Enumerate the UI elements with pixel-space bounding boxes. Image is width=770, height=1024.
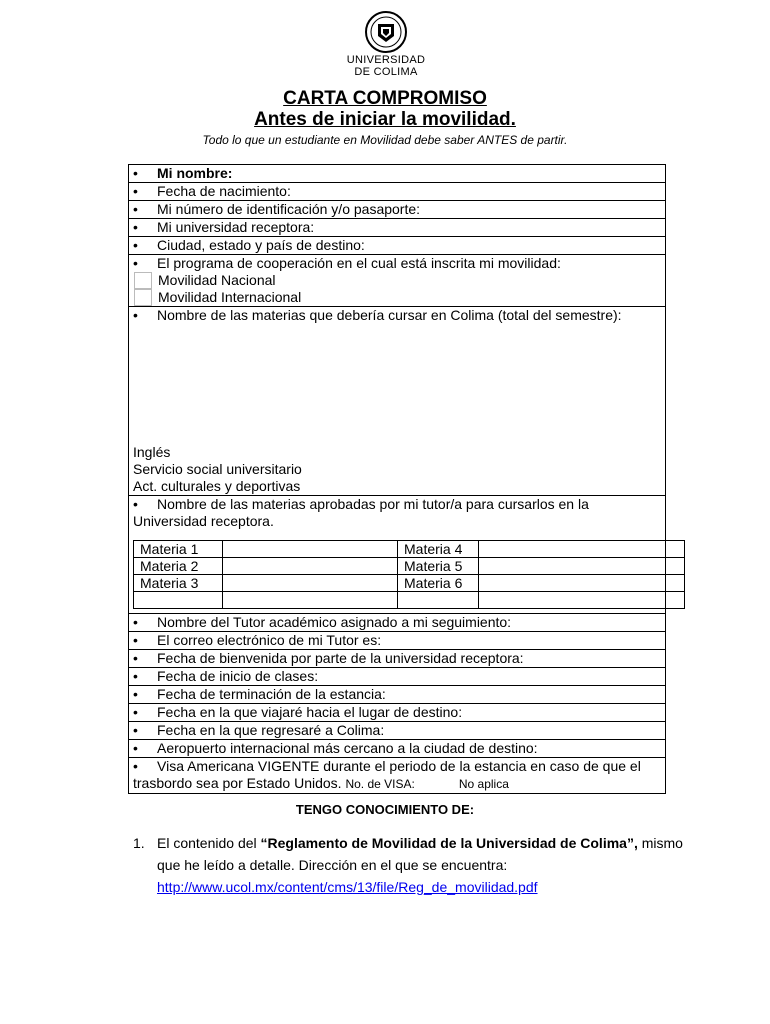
row-fecha-terminacion[interactable] [129,686,665,704]
label-fecha-nacimiento: Fecha de nacimiento: [157,183,291,199]
bullet: • [133,614,138,630]
university-name-line2: DE COLIMA [354,66,418,78]
bullet: • [133,237,138,253]
label-act-culturales: Act. culturales y deportivas [133,478,301,494]
materia-4-field[interactable] [479,541,685,558]
bullet: • [133,496,138,512]
label-fecha-viaje: Fecha en la que viajaré hacia el lugar de destino: [157,704,463,720]
label-ingles: Inglés [133,444,171,460]
label-servicio-social: Servicio social universitario [133,461,302,477]
label-ciudad: Ciudad, estado y país de destino: [157,237,365,253]
bullet: • [133,307,138,323]
materia-3-field[interactable] [223,575,398,592]
university-name-line1: UNIVERSIDAD [346,54,426,66]
materia-2-label: Materia 2 [134,558,223,575]
label-mi-nombre: Mi nombre: [157,165,233,181]
reglamento-link[interactable]: http://www.ucol.mx/content/cms/13/file/Reg_de_movilidad.pdf [157,879,538,895]
item-bold: “Reglamento de Movilidad de la Universidad de Colima”, [260,835,638,851]
row-visa[interactable] [129,758,665,793]
row-correo-tutor[interactable] [129,632,665,650]
row-universidad-receptora[interactable] [129,219,665,237]
label-universidad-receptora: Mi universidad receptora: [157,219,315,235]
bullet: • [133,704,138,720]
materia-extra-field[interactable] [223,592,398,609]
materia-4-label: Materia 4 [398,541,479,558]
materia-6-label: Materia 6 [398,575,479,592]
label-fecha-terminacion: Fecha de terminación de la estancia: [157,686,386,702]
document-tagline: Todo lo que un estudiante en Movilidad debe saber ANTES de partir. [202,133,568,147]
label-identificacion: Mi número de identificación y/o pasaporte: [157,201,421,217]
bullet: • [133,758,138,774]
bullet: • [133,650,138,666]
bullet: • [133,219,138,235]
row-fecha-regreso[interactable] [129,722,665,740]
label-tutor: Nombre del Tutor académico asignado a mi seguimiento: [157,614,512,630]
row-programa [129,255,665,307]
label-visa: Visa Americana VIGENTE durante el periodo de la estancia en caso de que el trasbordo sea por Estado Unidos. [133,758,641,791]
bullet: • [133,201,138,217]
materia-6-field[interactable] [479,575,685,592]
checkbox-movilidad-internacional[interactable] [134,289,152,306]
row-fecha-nacimiento[interactable] [129,183,665,201]
bullet: • [133,686,138,702]
row-tutor[interactable] [129,614,665,632]
item-suffix: mismo que he leído a detalle. Dirección en el que se encuentra: [157,835,683,873]
materia-3-label: Materia 3 [134,575,223,592]
conocimiento-item-1 [133,832,693,898]
label-programa: El programa de cooperación en el cual está inscrita mi movilidad: [157,255,561,271]
row-identificacion[interactable] [129,201,665,219]
row-ciudad[interactable] [129,237,665,255]
row-fecha-viaje[interactable] [129,704,665,722]
item-number: 1. [133,835,145,851]
row-fecha-inicio[interactable] [129,668,665,686]
label-movilidad-internacional: Movilidad Internacional [158,289,302,305]
commitment-form [128,164,666,794]
label-materias-colima: Nombre de las materias que debería cursar en Colima (total del semestre): [157,307,622,323]
row-materias-colima[interactable] [129,307,665,496]
row-aeropuerto[interactable] [129,740,665,758]
materia-extra-label-2[interactable] [398,592,479,609]
bullet: • [133,740,138,756]
row-materias-aprobadas [129,496,665,614]
label-fecha-regreso: Fecha en la que regresaré a Colima: [157,722,385,738]
section-heading: TENGO CONOCIMIENTO DE: [295,802,475,817]
bullet: • [133,255,138,271]
materia-extra-field-2[interactable] [479,592,685,609]
label-correo-tutor: El correo electrónico de mi Tutor es: [157,632,382,648]
row-fecha-bienvenida[interactable] [129,650,665,668]
bullet: • [133,165,138,181]
materia-5-label: Materia 5 [398,558,479,575]
bullet: • [133,183,138,199]
bullet: • [133,632,138,648]
materia-1-field[interactable] [223,541,398,558]
label-movilidad-nacional: Movilidad Nacional [158,272,276,288]
materias-table [133,540,685,609]
row-mi-nombre[interactable] [129,165,665,183]
materia-2-field[interactable] [223,558,398,575]
label-no-visa: No. de VISA: [345,777,415,791]
materia-extra-label[interactable] [134,592,223,609]
checkbox-movilidad-nacional[interactable] [134,272,152,289]
label-aeropuerto: Aeropuerto internacional más cercano a la ciudad de destino: [157,740,538,756]
item-prefix: El contenido del [157,835,261,851]
document-subtitle: Antes de iniciar la movilidad. [254,109,516,130]
materia-5-field[interactable] [479,558,685,575]
materias-colima-space[interactable] [133,324,661,444]
university-logo [336,10,436,78]
bullet: • [133,722,138,738]
document-title: CARTA COMPROMISO [283,88,487,109]
university-seal-icon [364,10,408,54]
materia-1-label: Materia 1 [134,541,223,558]
label-fecha-inicio: Fecha de inicio de clases: [157,668,319,684]
label-fecha-bienvenida: Fecha de bienvenida por parte de la universidad receptora: [157,650,524,666]
bullet: • [133,668,138,684]
label-no-aplica: No aplica [458,777,509,791]
label-materias-aprobadas: Nombre de las materias aprobadas por mi tutor/a para cursarlos en la Universidad receptora. [133,496,589,529]
